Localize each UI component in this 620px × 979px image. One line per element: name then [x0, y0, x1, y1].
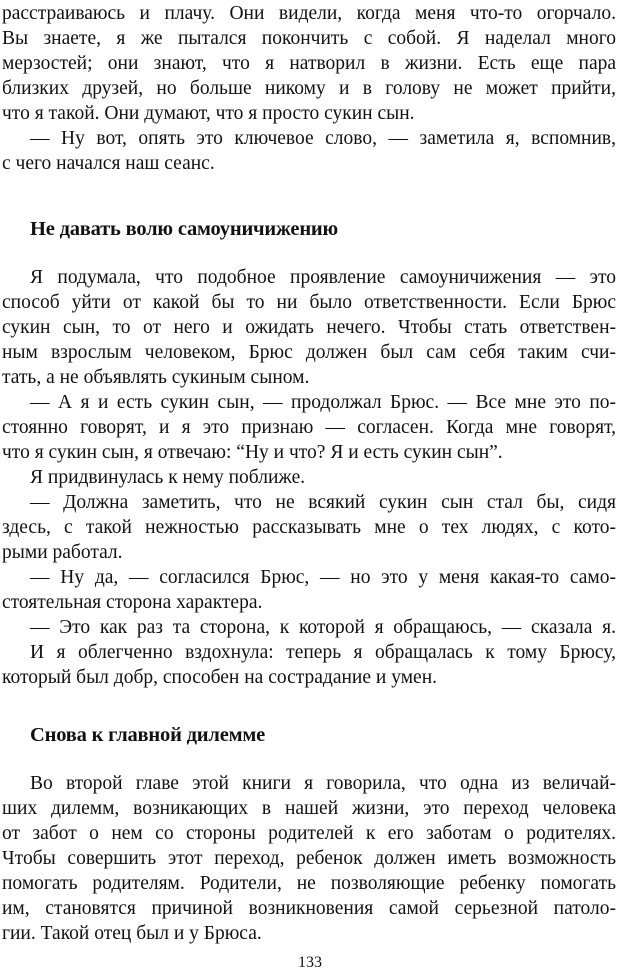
section-heading: Не давать волю самоуничижению	[30, 218, 339, 240]
text-line: — Ну да, — согласился Брюс, — но это у меня какая-то само-	[30, 567, 616, 588]
text-line: стоянно говорят, и я это признаю — согласен. Когда мне говорят,	[2, 417, 616, 438]
text-line: Я придвинулась к нему поближе.	[30, 467, 306, 488]
text-line: здесь, с такой нежностью рассказывать мне о тех людях, с кото-	[2, 517, 616, 538]
text-line: мерзостей; они знают, что я натворил в жизни. Есть еще пара	[2, 53, 616, 74]
text-line: Я подумала, что подобное проявление самоуничижения — это	[30, 267, 616, 288]
text-line: ным взрослым человеком, Брюс должен был сам себя таким счи-	[2, 342, 616, 363]
text-line: который был добр, способен на сострадание и умен.	[2, 667, 437, 688]
text-line: близких друзей, но больше никому и в голову не может прийти,	[2, 78, 616, 99]
text-line: — Ну вот, опять это ключевое слово, — заметила я, вспомнив,	[30, 128, 616, 149]
text-line: — Должна заметить, что не всякий сукин сын стал бы, сидя	[30, 492, 616, 513]
text-line: И я облегченно вздохнула: теперь я обращалась к тому Брюсу,	[30, 642, 616, 663]
section-heading: Снова к главной дилемме	[30, 724, 266, 746]
page-number: 133	[298, 954, 322, 971]
text-line: сукин сын, то от него и ожидать нечего. Чтобы стать ответствен-	[2, 317, 616, 338]
text-line: Вы знаете, я же пытался покончить с собой. Я наделал много	[2, 28, 616, 49]
text-line: гии. Такой отец был и у Брюса.	[2, 923, 262, 944]
text-line: с чего начался наш сеанс.	[2, 153, 215, 174]
text-line: тать, а не объявлять сукиным сыном.	[2, 367, 310, 388]
text-line: от забот о нем со стороны родителей к его заботам о родителях.	[2, 823, 616, 844]
text-line: что я сукин сын, я отвечаю: “Ну и что? Я и есть сукин сын”.	[2, 442, 503, 463]
text-line: им, становятся причиной возникновения самой серьезной патоло-	[2, 898, 616, 919]
text-line: стоятельная сторона характера.	[2, 592, 263, 613]
text-line: помогать родителям. Родители, не позволяющие ребенку помогать	[2, 873, 616, 894]
text-line: расстраиваюсь и плачу. Они видели, когда меня что-то огорчало.	[2, 3, 616, 24]
text-line: — А я и есть сукин сын, — продолжал Брюс. — Все мне это по-	[30, 392, 616, 413]
text-line: ших дилемм, возникающих в нашей жизни, это переход человека	[2, 798, 616, 819]
text-line: рыми работал.	[2, 542, 123, 563]
text-line: Во второй главе этой книги я говорила, что одна из величай-	[30, 773, 616, 794]
text-line: Чтобы совершить этот переход, ребенок должен иметь возможность	[2, 848, 616, 869]
text-line: что я такой. Они думают, что я просто сукин сын.	[2, 103, 415, 124]
text-line: — Это как раз та сторона, к которой я обращаюсь, — сказала я.	[30, 617, 616, 638]
text-line: способ уйти от какой бы то ни было ответственности. Если Брюс	[2, 292, 616, 313]
